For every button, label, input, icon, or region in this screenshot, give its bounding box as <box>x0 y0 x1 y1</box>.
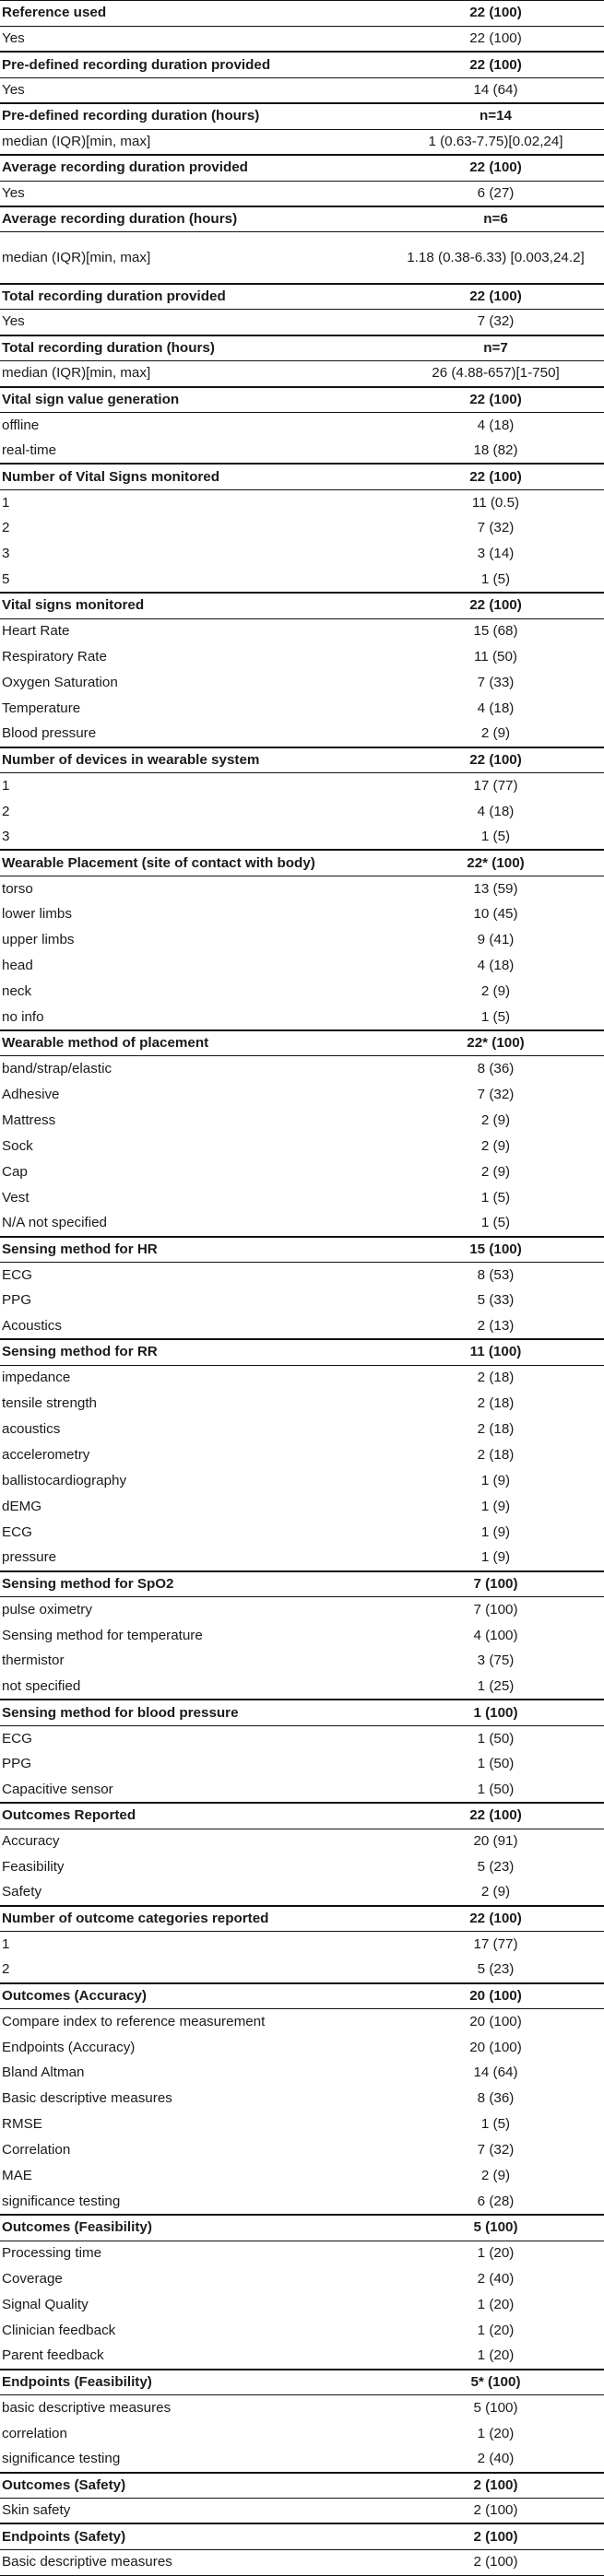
row-label: ECG <box>0 1725 387 1751</box>
section-header-row <box>0 1 604 27</box>
row-label: 1 <box>0 489 387 515</box>
row-label: 2 <box>2 803 10 819</box>
table-row <box>0 927 604 953</box>
table-row <box>0 310 604 335</box>
section-title: Sensing method for blood pressure <box>0 1700 387 1725</box>
table-row <box>0 2447 604 2473</box>
table-row <box>0 1520 604 1546</box>
row-value: 2 (40) <box>477 2270 515 2287</box>
section-title: Wearable Placement (site of contact with body) <box>0 850 387 876</box>
table-row <box>0 1546 604 1571</box>
section-title: Number of devices in wearable system <box>0 747 387 773</box>
row-value: 4 (18) <box>387 413 604 439</box>
row-value: 1 (20) <box>477 2296 515 2312</box>
row-value: 1 (5) <box>480 1215 511 1231</box>
table-row <box>0 1751 604 1777</box>
row-label: basic descriptive measures <box>0 2395 387 2421</box>
section-title: Sensing method for RR <box>0 1339 387 1365</box>
row-value: 1 (9) <box>480 1472 511 1488</box>
row-value: 4 (100) <box>473 1627 518 1643</box>
row-label: Basic descriptive measures <box>2 2090 172 2107</box>
row-value: 5 (23) <box>477 1858 515 1875</box>
section-header-row <box>0 103 604 129</box>
row-value: 1 (5) <box>480 1189 511 1206</box>
table-row <box>0 979 604 1005</box>
table-row <box>0 1082 604 1108</box>
row-label: pulse oximetry <box>0 1597 387 1623</box>
section-header-row <box>0 1237 604 1263</box>
row-label: Adhesive <box>2 1086 60 1102</box>
row-value: 11 (50) <box>474 648 517 665</box>
row-label: Capacitive sensor <box>2 1781 113 1797</box>
row-label: Temperature <box>2 700 81 716</box>
row-label: Compare index to reference measurement <box>0 2009 387 2035</box>
row-label: ECG <box>0 1262 387 1288</box>
row-label: significance testing <box>2 2193 121 2209</box>
row-value: 13 (59) <box>387 876 604 901</box>
table-row <box>0 2549 604 2575</box>
table-row <box>0 773 604 799</box>
row-label: significance testing <box>2 2451 121 2467</box>
row-label: Feasibility <box>2 1858 65 1875</box>
section-title: Number of Vital Signs monitored <box>0 464 387 489</box>
table-row <box>0 618 604 644</box>
row-label: 5 <box>2 570 10 587</box>
section-total: 22 (100) <box>387 1803 604 1829</box>
row-label: neck <box>2 983 32 1000</box>
row-value: 18 (82) <box>473 441 518 458</box>
row-value: 2 (9) <box>480 1884 511 1900</box>
row-value: 2 (9) <box>480 2168 511 2184</box>
row-label: Correlation <box>2 2142 71 2158</box>
section-header-row <box>0 1700 604 1725</box>
row-label: Heart Rate <box>0 618 387 644</box>
row-label: Accuracy <box>0 1829 387 1854</box>
section-title: Sensing method for HR <box>0 1237 387 1263</box>
table-row <box>0 2111 604 2137</box>
table-row <box>0 1829 604 1854</box>
table-row <box>0 1623 604 1649</box>
table-row <box>0 2395 604 2421</box>
section-title: Pre-defined recording duration (hours) <box>0 103 387 129</box>
table-row <box>0 2086 604 2111</box>
table-row <box>0 953 604 979</box>
table-row <box>0 2061 604 2087</box>
row-label: 1 <box>0 1932 387 1958</box>
row-label: 1 <box>0 773 387 799</box>
section-title: Reference used <box>0 1 387 27</box>
table-row <box>0 1288 604 1313</box>
row-value: 14 (64) <box>387 77 604 103</box>
row-value: 2 (18) <box>477 1395 515 1412</box>
section-total: n=14 <box>387 103 604 129</box>
section-total: n=6 <box>387 206 604 232</box>
section-header-row <box>0 1339 604 1365</box>
table-row <box>0 1494 604 1520</box>
section-title: Average recording duration provided <box>0 155 387 181</box>
table-row <box>0 1880 604 1906</box>
row-value: 6 (28) <box>477 2193 515 2209</box>
row-value: 20 (100) <box>387 2009 604 2035</box>
row-label: Coverage <box>2 2270 63 2287</box>
table-row <box>0 1365 604 1391</box>
table-row <box>0 876 604 901</box>
row-value: 1 (50) <box>477 1756 515 1772</box>
section-title: Number of outcome categories reported <box>0 1906 387 1932</box>
table-row <box>0 1468 604 1494</box>
row-value: 8 (36) <box>387 1056 604 1082</box>
row-label: Sock <box>2 1137 33 1154</box>
section-total: 22 (100) <box>387 747 604 773</box>
row-label: correlation <box>2 2425 67 2441</box>
row-label: Mattress <box>2 1112 56 1128</box>
table-row <box>0 1777 604 1803</box>
row-label: real-time <box>2 441 57 458</box>
table-row <box>0 2137 604 2163</box>
row-label: Processing time <box>0 2241 387 2266</box>
table-row <box>0 77 604 103</box>
table-row <box>0 644 604 670</box>
row-label: ballistocardiography <box>2 1472 127 1488</box>
row-label: Yes <box>0 77 387 103</box>
table-row <box>0 1597 604 1623</box>
row-value: 2 (100) <box>387 2549 604 2575</box>
row-value: 1 (20) <box>477 2425 515 2441</box>
table-row <box>0 361 604 387</box>
row-value: 4 (18) <box>477 803 515 819</box>
row-label: offline <box>0 413 387 439</box>
table-row <box>0 541 604 567</box>
section-title: Outcomes (Accuracy) <box>0 1983 387 2009</box>
row-label: not specified <box>2 1677 81 1694</box>
row-value: 1 (0.63-7.75)[0.02,24] <box>387 129 604 155</box>
table-row <box>0 1391 604 1417</box>
row-label: Oxygen Saturation <box>2 674 118 690</box>
row-label: PPG <box>2 1756 32 1772</box>
table-row <box>0 129 604 155</box>
table-row <box>0 1674 604 1700</box>
section-header-row <box>0 1983 604 2009</box>
row-label: median (IQR)[min, max] <box>0 361 387 387</box>
row-label: median (IQR)[min, max] <box>0 129 387 155</box>
row-label: lower limbs <box>2 906 72 923</box>
section-title: Total recording duration provided <box>0 284 387 310</box>
row-value: 9 (41) <box>477 932 515 948</box>
table-row <box>0 2292 604 2318</box>
row-value: 7 (32) <box>387 310 604 335</box>
row-value: 4 (18) <box>477 958 515 974</box>
section-title: Sensing method for SpO2 <box>0 1571 387 1597</box>
table-row <box>0 413 604 439</box>
row-value: 2 (13) <box>477 1317 515 1334</box>
row-label: accelerometry <box>2 1446 90 1463</box>
row-value: 7 (33) <box>477 674 515 690</box>
row-label: Parent feedback <box>2 2347 104 2364</box>
section-title: Endpoints (Safety) <box>0 2523 387 2549</box>
row-value: 20 (91) <box>387 1829 604 1854</box>
row-value: 8 (53) <box>387 1262 604 1288</box>
row-label: Clinician feedback <box>2 2322 116 2338</box>
table-row <box>0 2035 604 2061</box>
section-header-row <box>0 2370 604 2395</box>
table-row <box>0 489 604 515</box>
table-row <box>0 2241 604 2266</box>
section-header-row <box>0 747 604 773</box>
section-total: 22 (100) <box>387 52 604 77</box>
row-value: 1 (50) <box>387 1725 604 1751</box>
row-value: 1 (5) <box>480 1008 511 1025</box>
table-row <box>0 722 604 747</box>
row-value: 1 (20) <box>477 2322 515 2338</box>
section-header-row <box>0 2215 604 2241</box>
row-label: RMSE <box>2 2116 42 2133</box>
row-value: 14 (64) <box>473 2064 518 2081</box>
row-label: Signal Quality <box>2 2296 89 2312</box>
row-value: 1 (9) <box>480 1549 511 1566</box>
section-header-row <box>0 1030 604 1056</box>
row-label: median (IQR)[min, max] <box>0 232 387 284</box>
table-row <box>0 799 604 825</box>
summary-table-body <box>0 1 604 2576</box>
section-total: 22* (100) <box>387 1030 604 1056</box>
row-value: 2 (18) <box>477 1446 515 1463</box>
row-value: 7 (100) <box>387 1597 604 1623</box>
row-value: 2 (9) <box>480 1112 511 1128</box>
row-value: 3 (14) <box>477 546 515 562</box>
row-label: Cap <box>2 1163 28 1180</box>
section-title: Vital sign value generation <box>0 387 387 413</box>
row-value: 7 (32) <box>477 520 515 536</box>
row-value: 4 (18) <box>477 700 515 716</box>
section-header-row <box>0 2473 604 2499</box>
section-total: 22 (100) <box>387 593 604 618</box>
row-label: torso <box>0 876 387 901</box>
section-total: n=7 <box>387 335 604 361</box>
section-total: 22 (100) <box>387 387 604 413</box>
section-title: Vital signs monitored <box>0 593 387 618</box>
table-row <box>0 1185 604 1211</box>
table-row <box>0 1159 604 1185</box>
table-row <box>0 1262 604 1288</box>
table-row <box>0 232 604 284</box>
row-value: 15 (68) <box>387 618 604 644</box>
table-row <box>0 26 604 52</box>
table-row <box>0 1649 604 1675</box>
section-title: Outcomes Reported <box>0 1803 387 1829</box>
section-total: 11 (100) <box>387 1339 604 1365</box>
row-value: 22 (100) <box>387 26 604 52</box>
row-value: 2 (100) <box>387 2498 604 2523</box>
row-value: 26 (4.88-657)[1-750] <box>387 361 604 387</box>
row-value: 1 (50) <box>477 1781 515 1797</box>
section-total: 22 (100) <box>387 464 604 489</box>
table-row <box>0 1854 604 1880</box>
row-label: Sensing method for temperature <box>2 1627 203 1643</box>
table-row <box>0 2266 604 2292</box>
table-row <box>0 1005 604 1030</box>
row-value: 1 (5) <box>480 2116 511 2133</box>
section-total: 22 (100) <box>387 1 604 27</box>
table-row <box>0 1108 604 1134</box>
table-row <box>0 438 604 464</box>
row-label: no info <box>2 1008 44 1025</box>
section-header-row <box>0 52 604 77</box>
section-total: 15 (100) <box>387 1237 604 1263</box>
section-total: 7 (100) <box>387 1571 604 1597</box>
row-label: Yes <box>0 310 387 335</box>
section-title: Total recording duration (hours) <box>0 335 387 361</box>
table-row <box>0 1932 604 1958</box>
table-row <box>0 515 604 541</box>
table-row <box>0 2163 604 2189</box>
table-row <box>0 1211 604 1237</box>
table-row <box>0 1442 604 1468</box>
row-label: 2 <box>2 1961 10 1978</box>
row-label: 3 <box>2 546 10 562</box>
row-value: 10 (45) <box>473 906 518 923</box>
row-value: 1 (9) <box>480 1523 511 1540</box>
row-label: head <box>2 958 33 974</box>
row-label: Yes <box>0 26 387 52</box>
row-value: 20 (100) <box>469 2039 522 2055</box>
row-label: Bland Altman <box>2 2064 85 2081</box>
table-row <box>0 2318 604 2344</box>
table-row <box>0 2421 604 2447</box>
table-row <box>0 1417 604 1442</box>
row-value: 17 (77) <box>387 1932 604 1958</box>
row-value: 2 (18) <box>387 1365 604 1391</box>
row-label: 2 <box>2 520 10 536</box>
row-value: 11 (0.5) <box>387 489 604 515</box>
row-value: 3 (75) <box>477 1653 515 1669</box>
row-label: MAE <box>2 2168 32 2184</box>
section-header-row <box>0 2523 604 2549</box>
row-label: band/strap/elastic <box>0 1056 387 1082</box>
section-title: Outcomes (Safety) <box>0 2473 387 2499</box>
row-value: 1 (20) <box>387 2241 604 2266</box>
section-header-row <box>0 1803 604 1829</box>
table-row <box>0 567 604 593</box>
row-label: Basic descriptive measures <box>0 2549 387 2575</box>
section-total: 22 (100) <box>387 1906 604 1932</box>
section-total: 2 (100) <box>387 2523 604 2549</box>
section-header-row <box>0 387 604 413</box>
row-value: 5 (23) <box>477 1961 515 1978</box>
row-value: 17 (77) <box>387 773 604 799</box>
table-row <box>0 2189 604 2215</box>
section-title: Endpoints (Feasibility) <box>0 2370 387 2395</box>
row-value: 2 (18) <box>477 1421 515 1438</box>
table-row <box>0 1134 604 1159</box>
table-row <box>0 1056 604 1082</box>
table-row <box>0 181 604 206</box>
row-value: 1 (25) <box>477 1677 515 1694</box>
section-header-row <box>0 1571 604 1597</box>
row-label: Yes <box>0 181 387 206</box>
table-row <box>0 2498 604 2523</box>
section-header-row <box>0 850 604 876</box>
section-title: Pre-defined recording duration provided <box>0 52 387 77</box>
table-row <box>0 1313 604 1339</box>
section-header-row <box>0 284 604 310</box>
row-label: impedance <box>0 1365 387 1391</box>
row-value: 2 (9) <box>480 1137 511 1154</box>
row-label: Safety <box>2 1884 42 1900</box>
row-label: N/A not specified <box>2 1215 107 1231</box>
section-header-row <box>0 464 604 489</box>
section-total: 22* (100) <box>387 850 604 876</box>
row-value: 2 (9) <box>480 1163 511 1180</box>
row-value: 1 (5) <box>480 570 511 587</box>
section-total: 2 (100) <box>387 2473 604 2499</box>
row-label: PPG <box>2 1292 32 1309</box>
section-header-row <box>0 593 604 618</box>
row-value: 2 (40) <box>477 2451 515 2467</box>
section-title: Wearable method of placement <box>0 1030 387 1056</box>
section-total: 5 (100) <box>387 2215 604 2241</box>
row-value: 1 (5) <box>480 828 511 844</box>
row-value: 2 (9) <box>480 983 511 1000</box>
row-label: upper limbs <box>2 932 75 948</box>
row-label: dEMG <box>2 1498 42 1514</box>
row-label: tensile strength <box>2 1395 97 1412</box>
row-label: Acoustics <box>2 1317 62 1334</box>
row-label: 3 <box>2 828 10 844</box>
table-row <box>0 2009 604 2035</box>
section-total: 22 (100) <box>387 155 604 181</box>
section-header-row <box>0 1906 604 1932</box>
section-header-row <box>0 155 604 181</box>
section-total: 5* (100) <box>387 2370 604 2395</box>
row-value: 5 (33) <box>477 1292 515 1309</box>
row-label: Endpoints (Accuracy) <box>2 2039 136 2055</box>
section-total: 20 (100) <box>387 1983 604 2009</box>
row-value: 1 (9) <box>480 1498 511 1514</box>
row-label: pressure <box>2 1549 57 1566</box>
section-title: Average recording duration (hours) <box>0 206 387 232</box>
row-value: 8 (36) <box>477 2090 515 2107</box>
row-value: 7 (32) <box>477 2142 515 2158</box>
section-total: 22 (100) <box>387 284 604 310</box>
table-row <box>0 901 604 927</box>
row-label: ECG <box>2 1523 32 1540</box>
section-header-row <box>0 206 604 232</box>
section-total: 1 (100) <box>387 1700 604 1725</box>
table-row <box>0 825 604 851</box>
row-label: Respiratory Rate <box>2 648 107 665</box>
row-label: Vest <box>2 1189 30 1206</box>
row-value: 2 (9) <box>480 725 511 742</box>
row-value: 1 (20) <box>477 2347 515 2364</box>
row-label: thermistor <box>2 1653 65 1669</box>
row-label: Blood pressure <box>2 725 97 742</box>
section-title: Outcomes (Feasibility) <box>0 2215 387 2241</box>
section-header-row <box>0 335 604 361</box>
row-value: 7 (32) <box>477 1086 515 1102</box>
table-row <box>0 1725 604 1751</box>
row-label: acoustics <box>2 1421 61 1438</box>
row-value: 5 (100) <box>387 2395 604 2421</box>
table-row <box>0 2344 604 2370</box>
row-value: 1.18 (0.38-6.33) [0.003,24.2] <box>387 232 604 284</box>
table-row <box>0 1958 604 1983</box>
row-value: 6 (27) <box>387 181 604 206</box>
row-label: Skin safety <box>0 2498 387 2523</box>
table-row <box>0 670 604 696</box>
table-row <box>0 696 604 722</box>
